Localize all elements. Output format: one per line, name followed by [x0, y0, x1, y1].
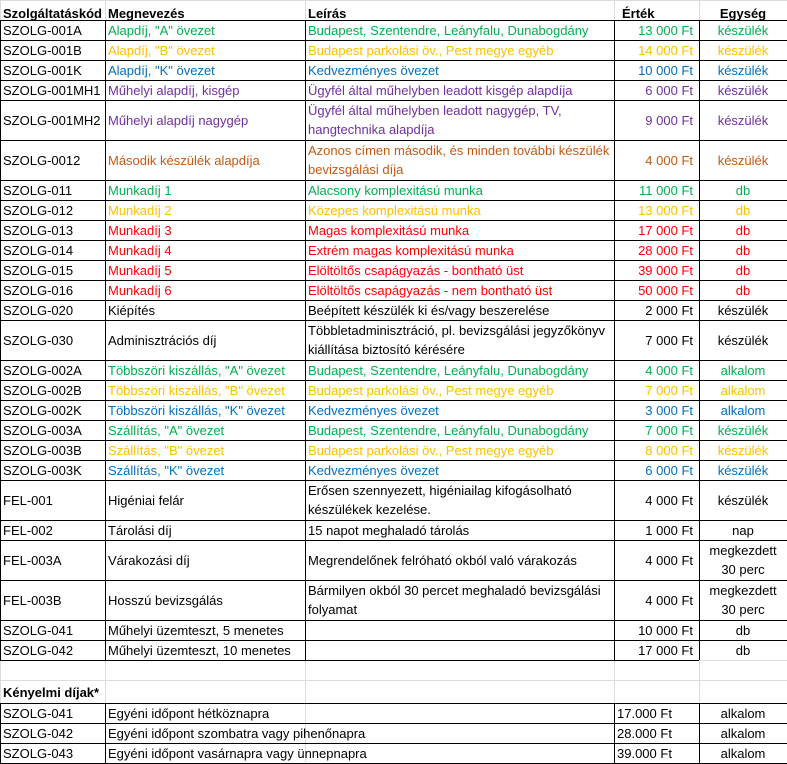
cell-name[interactable]: Munkadíj 4 — [108, 242, 172, 258]
cell-code[interactable]: SZOLG-002A — [3, 362, 82, 378]
cell-unit[interactable]: alkalom — [720, 362, 766, 378]
gridline-row — [0, 0, 787, 1]
cell-value[interactable]: 50 000 Ft — [638, 282, 693, 298]
cell-description[interactable] — [305, 620, 614, 640]
cell-value[interactable]: 4 000 Ft — [645, 492, 693, 508]
cell-code[interactable]: FEL-003B — [3, 592, 62, 608]
cell-unit[interactable]: készülék — [717, 422, 769, 438]
cell-name[interactable]: Műhelyi üzemteszt, 5 menetes — [108, 622, 284, 638]
cell-unit[interactable]: készülék — [717, 492, 769, 508]
cell-name[interactable]: Munkadíj 5 — [108, 262, 172, 278]
cell-code[interactable]: SZOLG-030 — [3, 332, 74, 348]
cell-value[interactable]: 9 000 Ft — [645, 112, 693, 128]
cell-code[interactable]: FEL-001 — [3, 492, 53, 508]
cell-name[interactable]: Műhelyi alapdíj, kisgép — [108, 82, 240, 98]
cell-unit[interactable]: készülék — [717, 442, 769, 458]
cell-unit[interactable]: db — [735, 282, 751, 298]
cell-description[interactable]: Budapest, Szentendre, Leányfalu, Dunabogdány — [308, 362, 589, 378]
cell-description[interactable]: Budapest, Szentendre, Leányfalu, Dunabogdány — [308, 22, 589, 38]
cell-unit[interactable]: alkalom — [720, 402, 766, 418]
cell-name[interactable]: Alapdíj, "B" övezet — [108, 42, 215, 58]
cell-unit[interactable]: db — [735, 242, 751, 258]
cell-value[interactable]: 4 000 Ft — [645, 552, 693, 568]
cell-description[interactable]: Közepes komplexitású munka — [308, 202, 481, 218]
extra-cell-code[interactable]: SZOLG-042 — [3, 725, 74, 741]
header-description[interactable]: Leírás — [308, 6, 347, 21]
cell-value[interactable]: 14 000 Ft — [638, 42, 693, 58]
extra-section-title[interactable]: Kényelmi díjak* — [3, 684, 100, 700]
cell-name[interactable]: Többszöri kiszállás, "A" övezet — [108, 362, 285, 378]
cell-value[interactable]: 10 000 Ft — [638, 62, 693, 78]
cell-description[interactable]: Erősen szennyezett, higéniailag kifogásolható készülékek kezelése. — [308, 483, 572, 517]
cell-unit[interactable]: db — [735, 622, 751, 638]
cell-code[interactable]: SZOLG-041 — [3, 622, 74, 638]
cell-value[interactable]: 3 000 Ft — [645, 402, 693, 418]
cell-unit[interactable]: db — [735, 202, 751, 218]
cell-code[interactable]: FEL-002 — [3, 522, 53, 538]
extra-cell-unit[interactable]: alkalom — [720, 705, 766, 721]
cell-name[interactable]: Tárolási díj — [108, 522, 172, 538]
extra-cell-name[interactable]: Egyéni időpont vasárnapra vagy ünnepnapra — [108, 745, 367, 761]
cell-description[interactable]: Kedvezményes övezet — [308, 402, 439, 418]
cell-code[interactable]: SZOLG-001K — [3, 62, 82, 78]
cell-description[interactable]: Magas komplexitású munka — [308, 222, 470, 238]
cell-code[interactable]: SZOLG-0012 — [3, 152, 81, 168]
cell-value[interactable]: 10 000 Ft — [638, 622, 693, 638]
extra-cell-name[interactable]: Egyéni időpont szombatra vagy pihenőnapra — [108, 725, 366, 741]
cell-value[interactable]: 6 000 Ft — [645, 82, 693, 98]
extra-cell-value[interactable]: 28.000 Ft — [617, 725, 672, 741]
cell-description[interactable]: Budapest parkolási öv., Pest megye egyéb — [308, 382, 554, 398]
cell-name[interactable]: Többszöri kiszállás, "B" övezet — [108, 382, 285, 398]
cell-code[interactable]: SZOLG-001B — [3, 42, 82, 58]
cell-description[interactable]: Bármilyen okból 30 percet meghaladó bevizsgálási folyamat — [308, 583, 601, 617]
cell-name[interactable]: Hosszú bevizsgálás — [108, 592, 223, 608]
cell-unit[interactable]: készülék — [717, 152, 769, 168]
cell-unit[interactable]: készülék — [717, 112, 769, 128]
cell-value[interactable]: 28 000 Ft — [638, 242, 693, 258]
cell-value[interactable]: 13 000 Ft — [638, 22, 693, 38]
cell-unit[interactable]: készülék — [717, 22, 769, 38]
cell-code[interactable]: SZOLG-015 — [3, 262, 74, 278]
cell-unit[interactable]: db — [735, 182, 751, 198]
cell-description[interactable]: Kedvezményes övezet — [308, 462, 439, 478]
cell-code[interactable]: SZOLG-003K — [3, 462, 82, 478]
header-name[interactable]: Megnevezés — [108, 6, 185, 21]
cell-value[interactable]: 39 000 Ft — [638, 262, 693, 278]
cell-description[interactable]: Beépített készülék ki és/vagy beszerelése — [308, 302, 550, 318]
cell-value[interactable]: 17 000 Ft — [638, 642, 693, 658]
cell-code[interactable]: SZOLG-001MH2 — [3, 112, 101, 128]
cell-code[interactable]: SZOLG-013 — [3, 222, 74, 238]
cell-name[interactable]: Munkadíj 2 — [108, 202, 172, 218]
cell-name[interactable]: Műhelyi alapdíj nagygép — [108, 112, 249, 128]
cell-unit[interactable]: készülék — [717, 42, 769, 58]
cell-name[interactable]: Kiépítés — [108, 302, 155, 318]
cell-description[interactable]: Ügyfél által műhelyben leadott kisgép alapdíja — [308, 82, 573, 98]
cell-description[interactable]: 15 napot meghaladó tárolás — [308, 522, 470, 538]
cell-description[interactable]: Budapest parkolási öv., Pest megye egyéb — [308, 442, 554, 458]
cell-name[interactable]: Második készülék alapdíja — [108, 152, 260, 168]
cell-name[interactable]: Többszöri kiszállás, "K" övezet — [108, 402, 285, 418]
extra-cell-code[interactable]: SZOLG-041 — [3, 705, 74, 721]
cell-code[interactable]: FEL-003A — [3, 552, 62, 568]
extra-cell-unit[interactable]: alkalom — [720, 725, 766, 741]
cell-name[interactable]: Szállítás, "B" övezet — [108, 442, 225, 458]
cell-code[interactable]: SZOLG-003A — [3, 422, 82, 438]
cell-name[interactable]: Várakozási díj — [108, 552, 190, 568]
cell-code[interactable]: SZOLG-020 — [3, 302, 74, 318]
cell-unit[interactable]: készülék — [717, 62, 769, 78]
cell-value[interactable]: 4 000 Ft — [645, 592, 693, 608]
cell-value[interactable]: 4 000 Ft — [645, 362, 693, 378]
cell-code[interactable]: SZOLG-042 — [3, 642, 74, 658]
cell-value[interactable]: 11 000 Ft — [639, 182, 693, 198]
cell-unit[interactable]: készülék — [717, 332, 769, 348]
cell-code[interactable]: SZOLG-016 — [3, 282, 74, 298]
extra-cell-code[interactable]: SZOLG-043 — [3, 745, 74, 761]
cell-code[interactable]: SZOLG-002B — [3, 382, 82, 398]
cell-unit[interactable]: alkalom — [720, 382, 766, 398]
cell-name[interactable]: Munkadíj 1 — [108, 182, 172, 198]
cell-unit[interactable]: készülék — [717, 462, 769, 478]
cell-name[interactable]: Műhelyi üzemteszt, 10 menetes — [108, 642, 291, 658]
cell-name[interactable]: Alapdíj, "K" övezet — [108, 62, 215, 78]
cell-description[interactable]: Budapest parkolási öv., Pest megye egyéb — [308, 42, 554, 58]
cell-value[interactable]: 17 000 Ft — [638, 222, 693, 238]
cell-code[interactable]: SZOLG-001A — [3, 22, 82, 38]
cell-code[interactable]: SZOLG-003B — [3, 442, 82, 458]
cell-name[interactable]: Munkadíj 6 — [108, 282, 172, 298]
cell-value[interactable]: 7 000 Ft — [645, 382, 693, 398]
cell-code[interactable]: SZOLG-002K — [3, 402, 82, 418]
header-code[interactable]: Szolgáltatáskód — [3, 6, 102, 21]
cell-value[interactable]: 7 000 Ft — [645, 422, 693, 438]
cell-name[interactable]: Szállítás, "K" övezet — [108, 462, 225, 478]
cell-description[interactable]: Azonos címen második, és minden további készülék bevizsgálási díja — [308, 143, 610, 177]
cell-unit[interactable]: db — [735, 222, 751, 238]
cell-name[interactable]: Higéniai felár — [108, 492, 184, 508]
cell-unit[interactable]: db — [735, 642, 751, 658]
cell-code[interactable]: SZOLG-011 — [3, 182, 73, 198]
cell-value[interactable]: 7 000 Ft — [645, 332, 693, 348]
header-value[interactable]: Érték — [622, 6, 655, 21]
cell-unit[interactable]: készülék — [717, 302, 769, 318]
cell-value[interactable]: 4 000 Ft — [645, 152, 693, 168]
extra-cell-value[interactable]: 17.000 Ft — [617, 705, 672, 721]
cell-name[interactable]: Munkadíj 3 — [108, 222, 172, 238]
extra-cell-name[interactable]: Egyéni időpont hétköznapra — [108, 705, 270, 721]
cell-unit[interactable]: db — [735, 262, 751, 278]
cell-description[interactable]: Elöltöltős csapágyazás - bontható üst — [308, 262, 524, 278]
cell-description[interactable]: Többletadminisztráció, pl. bevizsgálási jegyzőkönyv kiállítása biztosító kérésére — [308, 323, 605, 357]
cell-code[interactable]: SZOLG-014 — [3, 242, 74, 258]
cell-value[interactable]: 6 000 Ft — [645, 462, 693, 478]
header-unit[interactable]: Egység — [719, 6, 767, 21]
extra-cell-unit[interactable]: alkalom — [720, 745, 766, 761]
cell-description[interactable]: Kedvezményes övezet — [308, 62, 439, 78]
cell-code[interactable]: SZOLG-012 — [3, 202, 74, 218]
cell-unit[interactable]: készülék — [717, 82, 769, 98]
cell-value[interactable]: 13 000 Ft — [638, 202, 693, 218]
cell-description[interactable]: Elöltöltős csapágyazás - nem bontható üst — [308, 282, 553, 298]
cell-description[interactable]: Megrendelőnek felróható okból való várakozás — [308, 552, 577, 568]
cell-description[interactable]: Extrém magas komplexitású munka — [308, 242, 514, 258]
extra-cell-value[interactable]: 39.000 Ft — [617, 745, 672, 761]
cell-description[interactable] — [305, 640, 614, 660]
cell-name[interactable]: Szállítás, "A" övezet — [108, 422, 225, 438]
cell-name[interactable]: Adminisztrációs díj — [108, 332, 217, 348]
row-border — [0, 660, 699, 661]
cell-unit[interactable]: megkezdett 30 perc — [709, 543, 777, 577]
cell-unit[interactable]: megkezdett 30 perc — [709, 583, 777, 617]
cell-value[interactable]: 2 000 Ft — [645, 302, 693, 318]
cell-description[interactable]: Alacsony komplexitású munka — [308, 182, 483, 198]
cell-code[interactable]: SZOLG-001MH1 — [3, 82, 101, 98]
cell-description[interactable]: Budapest, Szentendre, Leányfalu, Dunabogdány — [308, 422, 589, 438]
cell-description[interactable]: Ügyfél által műhelyben leadott nagygép, TV, hangtechnika alapdíja — [308, 103, 562, 137]
cell-value[interactable]: 8 000 Ft — [645, 442, 693, 458]
cell-value[interactable]: 1 000 Ft — [645, 522, 693, 538]
cell-name[interactable]: Alapdíj, "A" övezet — [108, 22, 215, 38]
cell-unit[interactable]: nap — [732, 522, 754, 538]
